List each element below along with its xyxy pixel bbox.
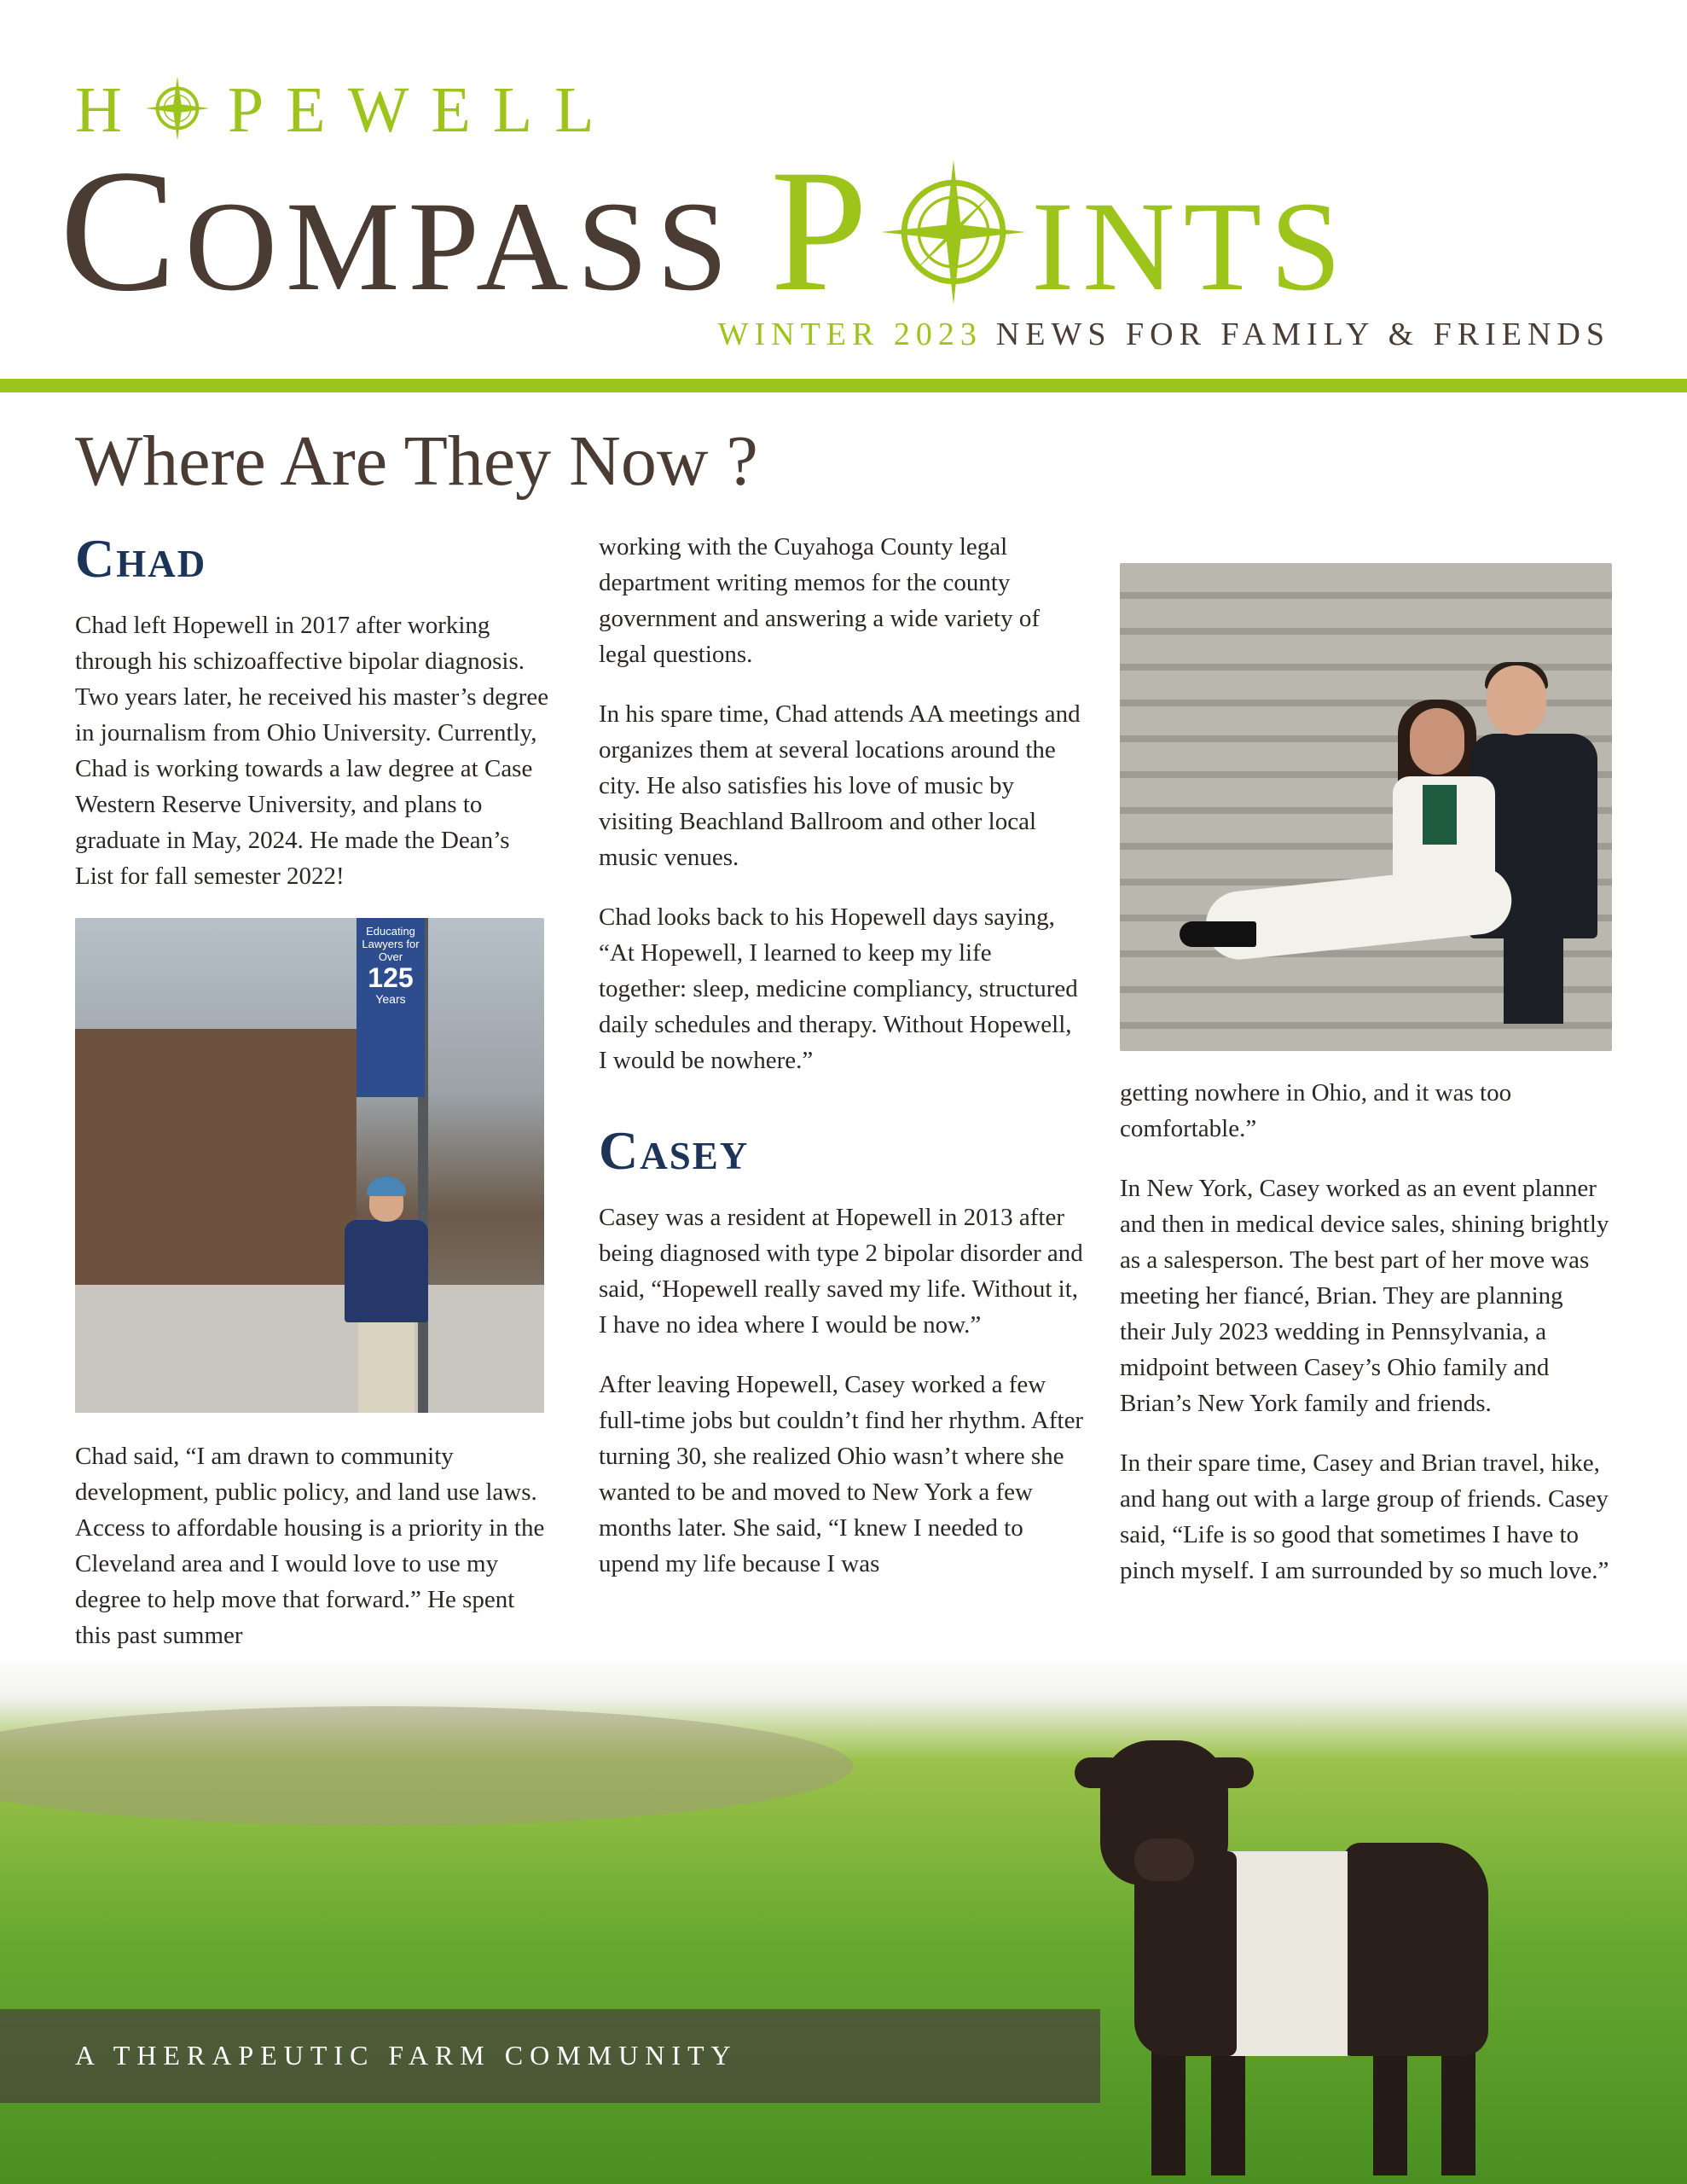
- casey-photo: [1120, 563, 1612, 1051]
- org-name: [75, 74, 617, 146]
- newsletter-title: [60, 134, 1350, 328]
- page-title: Where Are They Now ?: [75, 421, 758, 501]
- column-3: [1120, 563, 1612, 1612]
- compass-rose-icon: [144, 75, 211, 142]
- casey-paragraph-4: In New York, Casey worked as an event planner and then in medical device sales, shining brightly as a salesperson. The best part of her move was meeting her fiancé, Brian. They are planning their July 2023 wedding in Pennsylvania, a midpoint between Casey’s Ohio family and Brian’s New York family and friends.: [1120, 1175, 1609, 1417]
- chad-paragraph-1: Chad left Hopewell in 2017 after working through his schizoaffective bipolar diagnosis. Two years later, he received his master’s degree in journalism from Ohio University. Currently, Chad is working towards a law degree at Case Western Reserve University, and plans to graduate in May, 2024. He made the Dean’s List for fall semester 2022!: [75, 612, 549, 891]
- banner-number: 125: [368, 962, 414, 994]
- photo-person-chad: [339, 1182, 433, 1413]
- photo-walkway: [75, 1285, 544, 1413]
- chad-photo: [75, 918, 544, 1413]
- chad-paragraph-2: Chad said, “I am drawn to community development, public policy, and land use laws. Access to affordable housing is a priority in the Cleveland area and I would love to use my degree to help move that forward.” He spent this past summer: [75, 1443, 545, 1650]
- column-1: [75, 529, 553, 1677]
- header-divider: [0, 379, 1687, 392]
- photo-banner: [357, 918, 425, 1097]
- photo-hill: [0, 1706, 853, 1826]
- photo-building: [75, 1029, 357, 1285]
- casey-paragraph-1: Casey was a resident at Hopewell in 2013 after being diagnosed with type 2 bipolar disorder and said, “Hopewell really saved my life. Without it, I have no idea where I would be now.”: [599, 1204, 1083, 1339]
- title-word-compass: COMPASS: [60, 134, 737, 328]
- chad-paragraph-3: working with the Cuyahoga County legal department writing memos for the county government and answering a wide variety of legal questions.: [599, 533, 1040, 668]
- banner-text-2: Years: [375, 992, 406, 1007]
- title-word-points: P INTS: [770, 134, 1350, 328]
- chad-paragraph-5: Chad looks back to his Hopewell days saying, “At Hopewell, I learned to keep my life together: sleep, medicine compliancy, structured daily schedules and therapy. Without Hopewell, I would be nowhere.”: [599, 903, 1078, 1074]
- casey-paragraph-2: After leaving Hopewell, Casey worked a few full-time jobs but couldn’t find her rhythm. After turning 30, she realized Ohio wasn’t where she wanted to be and moved to New York a few months later. She said, “I knew I needed to upend my life because I was: [599, 1371, 1084, 1578]
- org-name-prefix: H: [75, 74, 144, 146]
- chad-paragraph-4: In his spare time, Chad attends AA meetings and organizes them at several locations around the city. He also satisfies his love of music by visiting Beachland Ballroom and other local music venues.: [599, 700, 1081, 871]
- compass-rose-icon: [881, 160, 1026, 305]
- issue-season: WINTER 2023: [717, 317, 983, 352]
- banner-text-1: Educating Lawyers for Over: [362, 925, 420, 964]
- issue-tagline: NEWS FOR FAMILY & FRIENDS: [995, 317, 1610, 352]
- org-name-suffix: PEWELL: [227, 74, 617, 146]
- footer-tagline: A THERAPEUTIC FARM COMMUNITY: [75, 2040, 738, 2071]
- farm-photo: [0, 1655, 1687, 2184]
- section-heading-casey: Casey: [599, 1120, 750, 1181]
- issue-line: [718, 316, 1610, 353]
- section-heading-chad: Chad: [75, 528, 207, 589]
- photo-couple: [1376, 665, 1597, 1024]
- column-2: [599, 529, 1085, 1606]
- casey-paragraph-5: In their spare time, Casey and Brian travel, hike, and hang out with a large group of friends. Casey said, “Life is so good that sometimes I have to pinch myself. I am surrounded by so much love.”: [1120, 1449, 1609, 1584]
- casey-paragraph-3: getting nowhere in Ohio, and it was too comfortable.”: [1120, 1079, 1512, 1142]
- photo-belted-calf: [1100, 1740, 1501, 2184]
